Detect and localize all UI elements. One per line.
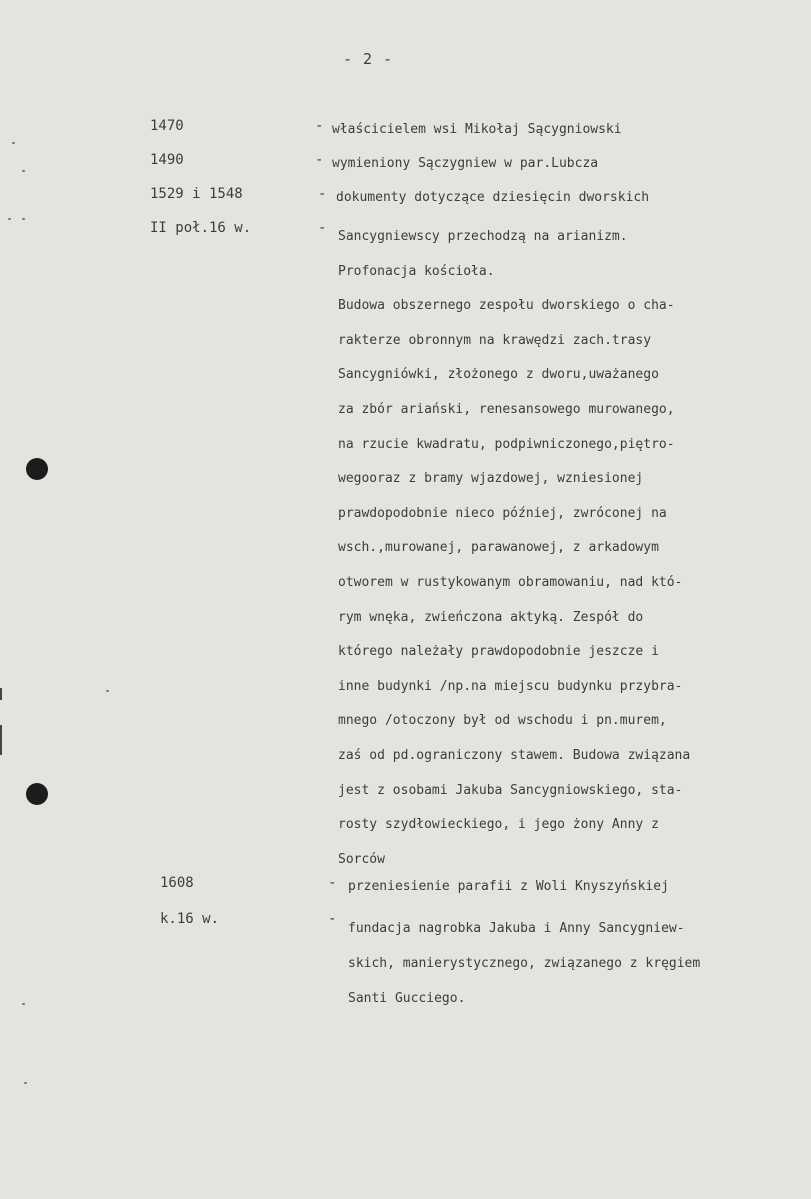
entry-line: dokumenty dotyczące dziesięcin dworskich	[336, 190, 650, 205]
entry-line: którego należały prawdopodobnie jeszcze i	[338, 644, 659, 660]
entry-dash: -	[328, 911, 337, 927]
entry-date: 1529 i 1548	[150, 186, 243, 202]
entry-date: 1608	[160, 875, 194, 891]
entry-line: inne budynki /np.na miejscu budynku przybra-	[338, 678, 683, 694]
punch-hole	[26, 783, 48, 805]
entry-line: Sorców	[338, 851, 385, 867]
scan-speck	[8, 218, 11, 220]
entry-line: wymieniony Sączygniew w par.Lubcza	[332, 156, 599, 171]
page-number: - 2 -	[343, 50, 394, 68]
entry-dash: -	[315, 152, 324, 168]
entry-date: 1470	[150, 118, 184, 134]
entry-dash: -	[328, 875, 337, 891]
entry-line: Santi Gucciego.	[348, 991, 466, 1006]
entry-line: mnego /otoczony był od wschodu i pn.murem,	[338, 713, 667, 729]
entry-line: prawdopodobnie nieco później, zwróconej na	[338, 505, 667, 521]
entry-line: wegooraz z bramy wjazdowej, wzniesionej	[338, 471, 644, 487]
scan-edge-mark	[0, 688, 2, 700]
entry-text	[338, 220, 690, 877]
scan-speck	[22, 1003, 25, 1005]
scan-speck	[24, 1082, 27, 1084]
entry-line: Sancygniówki, złożonego z dworu,uważanego	[338, 367, 659, 383]
entry-dash: -	[318, 186, 327, 202]
entry-line: Profonacja kościoła.	[338, 263, 495, 279]
entry-date: k.16 w.	[160, 911, 220, 927]
entry-line: zaś od pd.ograniczony stawem. Budowa związana	[338, 747, 691, 763]
entry-text	[348, 911, 700, 1016]
entry-date: 1490	[150, 152, 184, 168]
entry-line: właścicielem wsi Mikołaj Sącygniowski	[332, 122, 622, 137]
entry-line: Sancygniewscy przechodzą na arianizm.	[338, 229, 628, 244]
scan-speck	[22, 170, 25, 172]
entry-text	[332, 118, 622, 141]
entry-line: przeniesienie parafii z Woli Knyszyńskiej	[348, 879, 669, 894]
entry-line: rym wnęka, zwieńczona aktyką. Zespół do	[338, 609, 644, 625]
scan-edge-mark	[0, 725, 2, 755]
punch-hole	[26, 458, 48, 480]
scan-speck	[106, 690, 109, 692]
entry-line: otworem w rustykowanym obramowaniu, nad któ-	[338, 574, 683, 590]
entry-line: wsch.,murowanej, parawanowej, z arkadowym	[338, 540, 659, 556]
entry-text	[348, 875, 669, 898]
entry-line: na rzucie kwadratu, podpiwniczonego,piętro-	[338, 436, 675, 452]
entry-text	[336, 186, 649, 209]
entry-date: II poł.16 w.	[150, 220, 252, 236]
entry-dash: -	[318, 220, 327, 236]
entry-text	[332, 152, 598, 175]
entry-line: rakterze obronnym na krawędzi zach.trasy	[338, 332, 652, 348]
scan-speck	[12, 142, 15, 144]
entry-line: jest z osobami Jakuba Sancygniowskiego, sta-	[338, 782, 683, 798]
entry-dash: -	[315, 118, 324, 134]
entry-line: rosty szydłowieckiego, i jego żony Anny z	[338, 817, 659, 833]
entry-line: fundacja nagrobka Jakuba i Anny Sancygniew-	[348, 921, 685, 936]
entry-line: skich, manierystycznego, związanego z kręgiem	[348, 956, 701, 971]
entry-line: za zbór ariański, renesansowego murowanego,	[338, 401, 675, 417]
scan-speck	[22, 218, 25, 220]
entry-line: Budowa obszernego zespołu dworskiego o cha-	[338, 298, 675, 314]
